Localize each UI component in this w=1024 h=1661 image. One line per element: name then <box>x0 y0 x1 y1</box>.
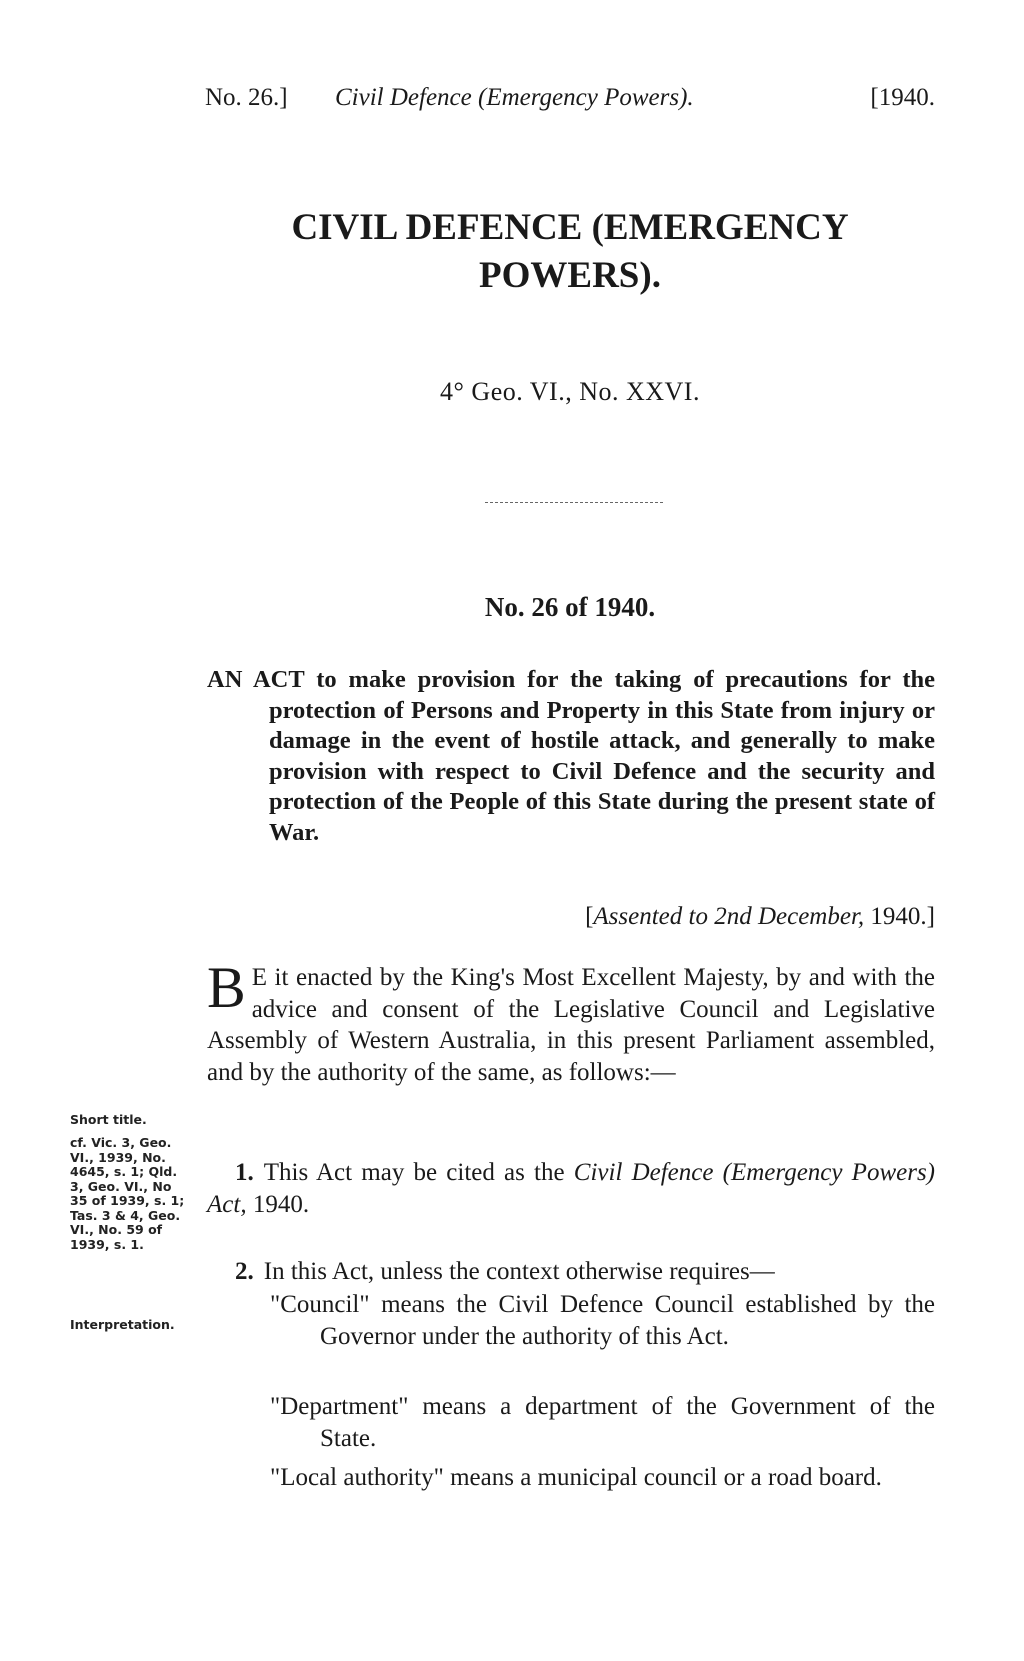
act-number: No. 26 of 1940. <box>484 592 656 622</box>
section-1-number: 1. <box>235 1159 254 1186</box>
section-2-text: In this Act, unless the context otherwise requires— <box>263 1258 775 1285</box>
definition-term: "Department" <box>270 1393 409 1420</box>
section-1-short-title: Civil Defence (Emergency Powers) Act, <box>207 1159 936 1218</box>
assent-open-bracket: [ <box>585 903 594 930</box>
assent-year: 1940.] <box>864 903 935 930</box>
assent-text: Assented to 2nd December, <box>593 903 865 930</box>
definition-term: "Council" <box>270 1291 370 1318</box>
act-title-line-2: POWERS). <box>479 255 661 296</box>
marginal-note-short-title: Short title. <box>70 1112 147 1127</box>
section-2 <box>207 1256 935 1288</box>
act-title-line-1: CIVIL DEFENCE (EMERGENCY <box>291 207 849 248</box>
assent-date <box>200 903 935 931</box>
running-header-year: [1940. <box>870 84 935 111</box>
regnal-year: 4° Geo. VI., No. XXVI. <box>440 377 700 406</box>
marginal-note-citations: cf. Vic. 3, Geo. VI., 1939, No. 4645, s. 1; Qld. 3, Geo. VI., No 35 of 1939, s. 1; Tas. 3 & 4, Geo. VI., No. 59 of 1939, s. 1. <box>70 1135 185 1252</box>
definition-meaning: means a municipal council or a road board. <box>443 1464 882 1491</box>
act-title <box>200 204 940 300</box>
section-1-year: 1940. <box>246 1190 310 1218</box>
enacting-clause <box>207 955 935 1088</box>
section-divider <box>485 502 663 503</box>
drop-cap: B <box>207 955 246 1020</box>
definition-council <box>270 1289 935 1352</box>
running-header-title: Civil Defence (Emergency Powers). <box>335 84 694 111</box>
definition-meaning: means a department of the Government of the State. <box>320 1393 935 1452</box>
section-1 <box>207 1157 935 1220</box>
definition-meaning: means the Civil Defence Council established by the Governor under the authority of this Act. <box>320 1291 935 1350</box>
section-1-text: This Act may be cited as the <box>263 1159 574 1186</box>
running-header-number: No. 26.] <box>205 84 288 111</box>
definition-local-authority <box>270 1462 935 1494</box>
long-title: AN ACT to make provision for the taking of precautions for the protection of Persons and Property in this State from injury or damage in the event of hostile attack, and generally to make provision with respect to Civil Defence and the security and protection of the People of this State during the present state of War. <box>207 666 935 846</box>
definition-term: "Local authority" <box>270 1464 444 1491</box>
marginal-note-interpretation: Interpretation. <box>70 1317 175 1332</box>
section-2-number: 2. <box>235 1258 254 1285</box>
enacting-text: E it enacted by the King's Most Excellent Majesty, by and with the advice and consent of the Legislative Council and Legislative Assembly of Western Australia, in this present Parliament assembled, and by the authority of the same, as follows:— <box>207 964 935 1086</box>
definition-department <box>270 1391 935 1454</box>
